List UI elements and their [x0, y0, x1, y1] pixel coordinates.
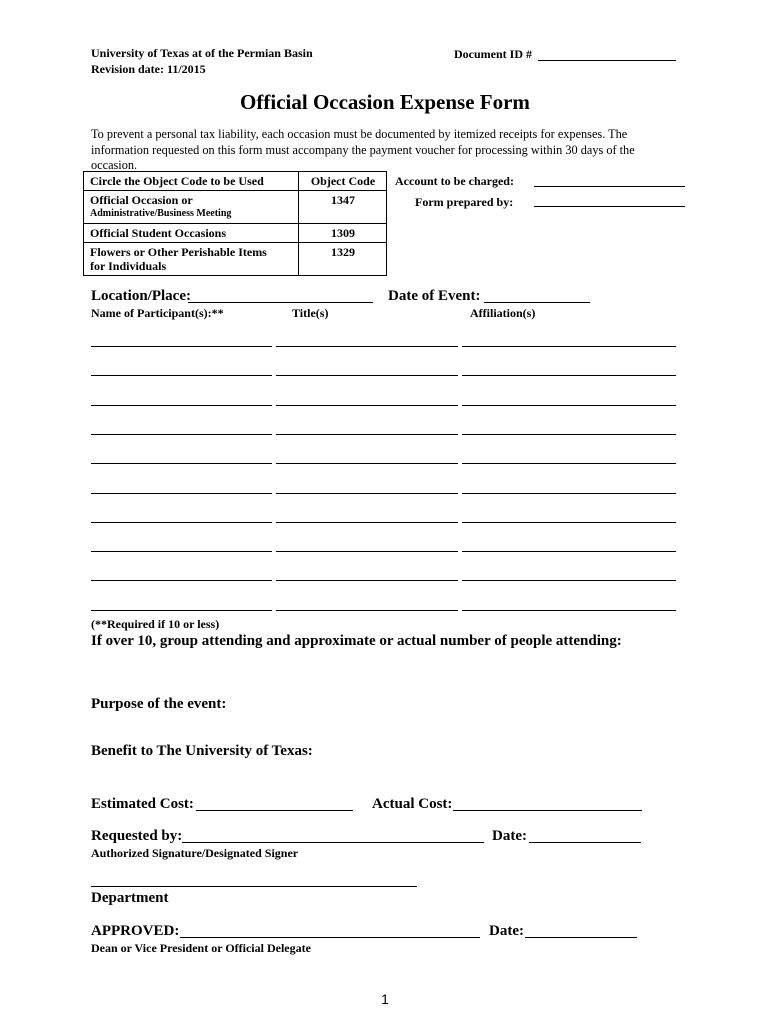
actual-cost-field[interactable]	[453, 810, 642, 811]
object-code-table	[83, 171, 387, 276]
department-field[interactable]	[91, 886, 417, 887]
actual-cost-label: Actual Cost:	[372, 796, 453, 812]
participant-title-field[interactable]	[276, 434, 458, 435]
participant-name-field[interactable]	[91, 580, 272, 581]
authorized-signature-label: Authorized Signature/Designated Signer	[91, 846, 299, 860]
participant-title-field[interactable]	[276, 580, 458, 581]
date-of-event-label: Date of Event:	[388, 288, 481, 304]
participant-name-field[interactable]	[91, 463, 272, 464]
prepared-by-field[interactable]	[534, 206, 685, 207]
participant-affiliation-field[interactable]	[462, 522, 676, 523]
location-field[interactable]	[188, 302, 373, 303]
object-name-sub: Administrative/Business Meeting	[90, 208, 232, 219]
over-ten-label: If over 10, group attending and approximate or actual number of people attending:	[91, 633, 622, 649]
participant-title-field[interactable]	[276, 610, 458, 611]
requested-by-label: Requested by:	[91, 828, 183, 844]
institution-name: University of Texas at of the Permian Basin	[91, 46, 313, 60]
participant-name-field[interactable]	[91, 405, 272, 406]
participant-affiliation-field[interactable]	[462, 551, 676, 552]
department-label: Department	[91, 890, 169, 906]
participant-affiliation-field[interactable]	[462, 405, 676, 406]
participant-title-header: Title(s)	[292, 306, 329, 320]
prepared-by-label: Form prepared by:	[415, 195, 514, 209]
participant-name-header: Name of Participant(s):**	[91, 306, 224, 320]
column-header-code: Object Code	[299, 172, 387, 191]
object-code: 1309	[299, 224, 387, 243]
date-of-event-field[interactable]	[484, 302, 590, 303]
object-name: Flowers or Other Perishable Items	[90, 245, 267, 259]
participant-affiliation-field[interactable]	[462, 580, 676, 581]
participant-affiliation-field[interactable]	[462, 463, 676, 464]
required-note: (**Required if 10 or less)	[91, 617, 220, 631]
location-label: Location/Place:	[91, 288, 191, 304]
participant-affiliation-field[interactable]	[462, 434, 676, 435]
participant-affiliation-header: Affiliation(s)	[470, 306, 536, 320]
benefit-label: Benefit to The University of Texas:	[91, 743, 313, 759]
column-header-name: Circle the Object Code to be Used	[84, 172, 299, 191]
object-name: Official Occasion or	[90, 193, 193, 207]
estimated-cost-label: Estimated Cost:	[91, 796, 194, 812]
object-name-sub: for Individuals	[90, 259, 167, 273]
participant-title-field[interactable]	[276, 522, 458, 523]
document-id-label: Document ID #	[454, 47, 532, 61]
participant-name-field[interactable]	[91, 610, 272, 611]
approved-signature-field[interactable]	[180, 937, 480, 938]
participant-title-field[interactable]	[276, 551, 458, 552]
participant-title-field[interactable]	[276, 463, 458, 464]
participant-name-field[interactable]	[91, 375, 272, 376]
intro-paragraph: To prevent a personal tax liability, each occasion must be documented by itemized receipts for expenses. The information requested on this form must accompany the payment voucher for processing within 30 days of the occasion.	[91, 127, 635, 172]
participant-title-field[interactable]	[276, 493, 458, 494]
participant-name-field[interactable]	[91, 551, 272, 552]
page-number: 1	[381, 991, 389, 1007]
table-row[interactable]	[84, 224, 387, 243]
document-id-field[interactable]	[538, 60, 676, 61]
object-name-cell	[84, 243, 299, 276]
participant-affiliation-field[interactable]	[462, 375, 676, 376]
participant-name-field[interactable]	[91, 522, 272, 523]
requested-by-field[interactable]	[182, 842, 484, 843]
approved-date-label: Date:	[489, 923, 524, 939]
approver-label: Dean or Vice President or Official Delegate	[91, 941, 311, 955]
account-field[interactable]	[534, 186, 685, 187]
requested-date-field[interactable]	[529, 842, 641, 843]
table-row[interactable]	[84, 191, 387, 224]
page-title: Official Occasion Expense Form	[240, 90, 530, 114]
account-label: Account to be charged:	[395, 174, 514, 188]
purpose-label: Purpose of the event:	[91, 696, 227, 712]
participant-affiliation-field[interactable]	[462, 346, 676, 347]
object-code: 1347	[299, 191, 387, 224]
participant-name-field[interactable]	[91, 493, 272, 494]
requested-date-label: Date:	[492, 828, 527, 844]
object-name: Official Student Occasions	[84, 224, 299, 243]
participant-affiliation-field[interactable]	[462, 493, 676, 494]
approved-date-field[interactable]	[525, 937, 637, 938]
participant-title-field[interactable]	[276, 346, 458, 347]
participant-name-field[interactable]	[91, 346, 272, 347]
object-code: 1329	[299, 243, 387, 276]
table-row[interactable]	[84, 243, 387, 276]
participant-title-field[interactable]	[276, 375, 458, 376]
estimated-cost-field[interactable]	[196, 810, 353, 811]
table-header-row	[84, 172, 387, 191]
participant-affiliation-field[interactable]	[462, 610, 676, 611]
participant-name-field[interactable]	[91, 434, 272, 435]
participant-title-field[interactable]	[276, 405, 458, 406]
revision-date: Revision date: 11/2015	[91, 62, 206, 76]
object-name-cell	[84, 191, 299, 224]
approved-label: APPROVED:	[91, 923, 180, 939]
